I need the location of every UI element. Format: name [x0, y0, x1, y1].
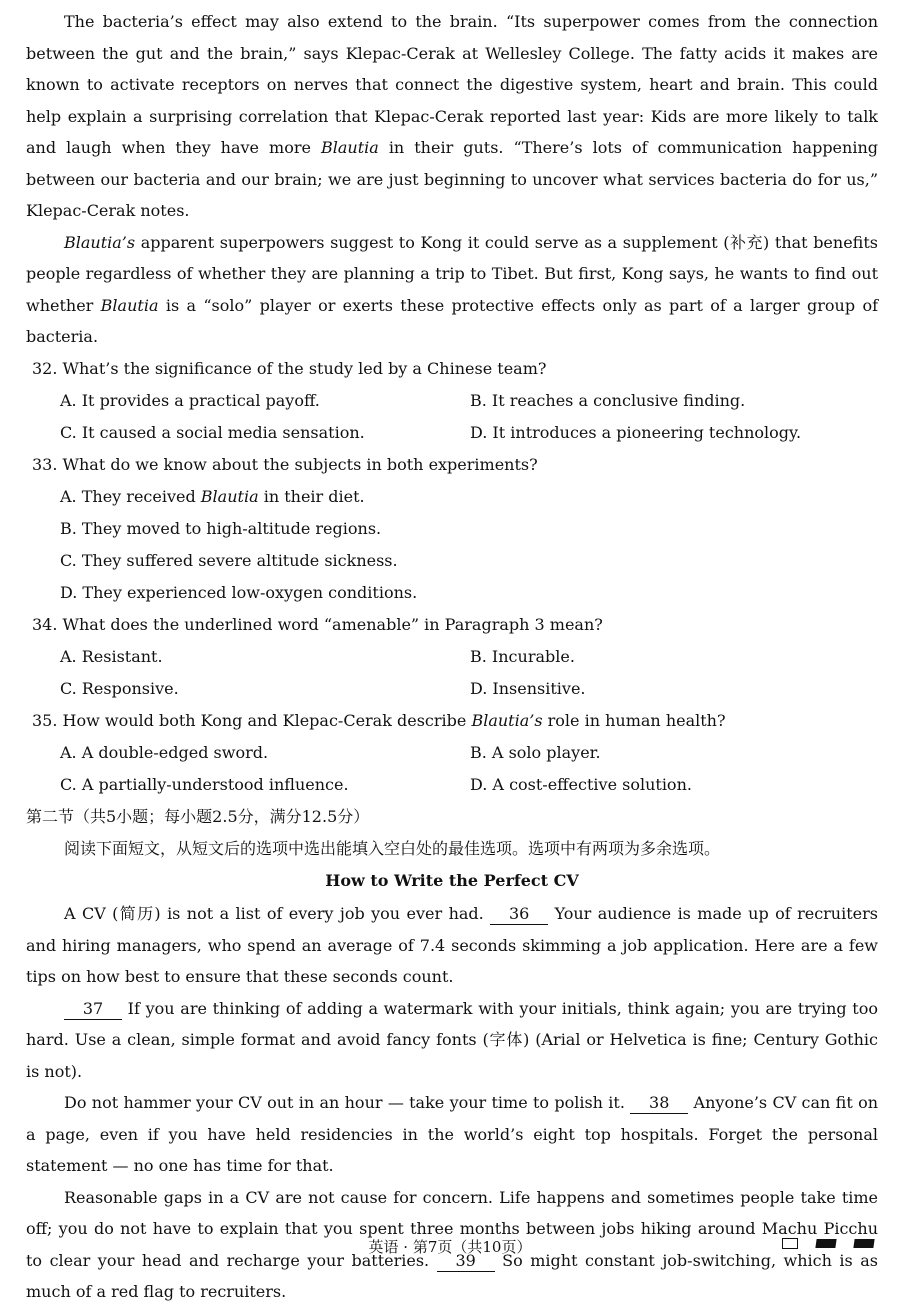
question-35: [26, 705, 878, 801]
option-c[interactable]: C. It caused a social media sensation.: [60, 422, 365, 442]
blank-38[interactable]: 38: [630, 1093, 688, 1114]
option-c[interactable]: C. A partially-understood influence.: [60, 774, 349, 794]
question-32: [26, 353, 878, 449]
cv-paragraph-1: A CV (简历) is not a list of every job you ever had. 36 Your audience is made up of recruiters and hiring managers, who spend an average of 7.4 seconds skimming a job application. Here are a few tips on how best to ensure that these seconds count.: [26, 904, 878, 986]
option-d[interactable]: D. They experienced low-oxygen conditions.: [60, 582, 418, 602]
page-footer: 英语 · 第7页（共10页）: [368, 1238, 532, 1256]
option-b[interactable]: B. A solo player.: [470, 742, 601, 762]
scan-mark-solid: [853, 1239, 874, 1248]
option-a[interactable]: A. It provides a practical payoff.: [60, 390, 320, 410]
passage-title: How to Write the Perfect CV: [325, 871, 579, 890]
question-33: [26, 449, 878, 609]
option-c[interactable]: C. Responsive.: [60, 678, 179, 698]
option-a[interactable]: A. They received Blautia in their diet.: [60, 486, 365, 506]
cv-paragraph-3: Do not hammer your CV out in an hour — take your time to polish it. 38 Anyone’s CV can fit on a page, even if you have held residencies in the world’s eight top hospitals. Forget the personal statement — no one has time for that.: [26, 1093, 879, 1175]
question-stem: 35. How would both Kong and Klepac-Cerak describe Blautia’s role in human health?: [32, 710, 726, 730]
scan-marks: [782, 1238, 874, 1249]
scan-mark-outline: [782, 1238, 798, 1249]
option-a[interactable]: A. Resistant.: [60, 646, 163, 666]
blank-37[interactable]: 37: [64, 999, 122, 1020]
option-c[interactable]: C. They suffered severe altitude sickness.: [60, 550, 398, 570]
blank-39[interactable]: 39: [437, 1251, 495, 1272]
scan-mark-solid: [815, 1239, 836, 1248]
cv-paragraph-4: Reasonable gaps in a CV are not cause for concern. Life happens and sometimes people take time off; you do not have to explain that you spent three months between jobs hiking around Machu Picchu to clear your head and recharge your batteries. 39 So might constant job-switching, which is as much of a red flag to recruiters.: [26, 1187, 879, 1301]
question-stem: 33. What do we know about the subjects in both experiments?: [32, 454, 538, 474]
section-heading: 第二节（共5小题；每小题2.5分，满分12.5分）: [26, 806, 370, 826]
passage-paragraph-supplement: Blautia’s apparent superpowers suggest to Kong it could serve as a supplement (补充) that benefits people regardless of whether they are planning a trip to Tibet. But first, Kong says, he wants to find out whether Blautia is a “solo” player or exerts these protective effects only as part of a larger group of bacteria.: [26, 232, 879, 346]
option-a[interactable]: A. A double-edged sword.: [60, 742, 269, 762]
option-d[interactable]: D. It introduces a pioneering technology.: [470, 422, 802, 442]
cv-paragraph-2: 37 If you are thinking of adding a watermark with your initials, think again; you are trying too hard. Use a clean, simple format and avoid fancy fonts (字体) (Arial or Helvetica is fine; Century Gothic is not).: [26, 998, 878, 1081]
option-b[interactable]: B. It reaches a conclusive finding.: [470, 390, 746, 410]
option-d[interactable]: D. Insensitive.: [470, 678, 586, 698]
question-34: [26, 609, 878, 705]
blank-36[interactable]: 36: [490, 904, 548, 925]
option-b[interactable]: B. Incurable.: [470, 646, 575, 666]
question-stem: 34. What does the underlined word “amenable” in Paragraph 3 mean?: [32, 614, 603, 634]
passage-paragraph-brain: The bacteria’s effect may also extend to the brain. “Its superpower comes from the connection between the gut and the brain,” says Klepac-Cerak at Wellesley College. The fatty acids it makes are known to activate receptors on nerves that connect the digestive system, heart and brain. This could help explain a surprising correlation that Klepac-Cerak reported last year: Kids are more likely to talk and laugh when they have more Blautia in their guts. “There’s lots of communication happening between our bacteria and our brain; we are just beginning to uncover what services bacteria do for us,” Klepac-Cerak notes.: [26, 12, 878, 220]
question-stem: 32. What’s the significance of the study led by a Chinese team?: [32, 358, 547, 378]
option-d[interactable]: D. A cost-effective solution.: [470, 774, 692, 794]
section-instruction: 阅读下面短文，从短文后的选项中选出能填入空白处的最佳选项。选项中有两项为多余选项。: [64, 838, 721, 858]
option-b[interactable]: B. They moved to high-altitude regions.: [60, 518, 382, 538]
